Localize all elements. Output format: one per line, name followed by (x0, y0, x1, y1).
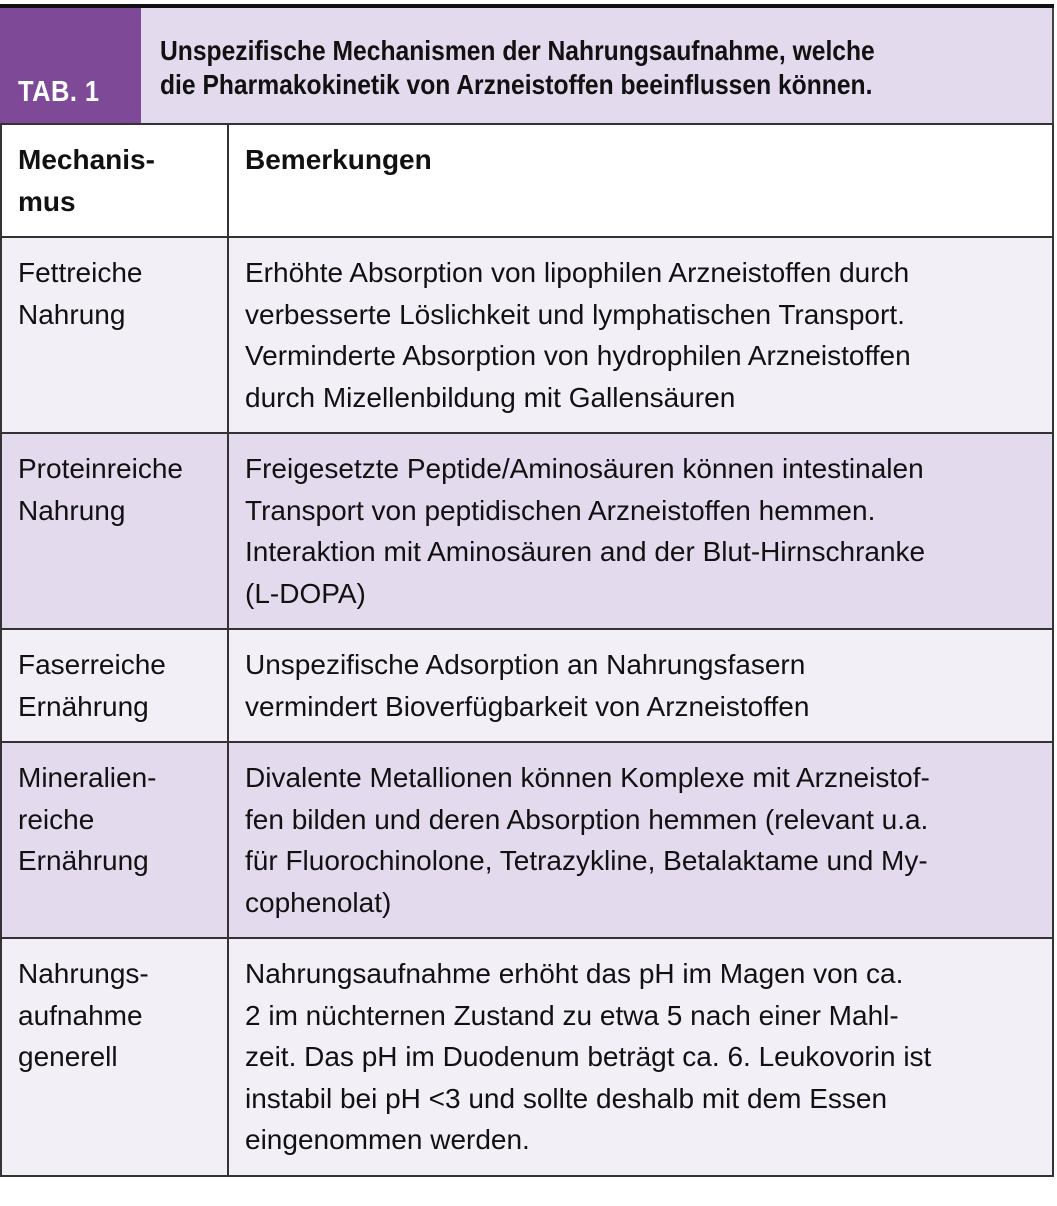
column-header-remarks-text: Bemerkungen (245, 144, 432, 175)
remarks-cell (228, 237, 1053, 433)
mechanism-cell (1, 433, 228, 629)
mechanism-text: Faserreiche Ernährung (18, 649, 166, 722)
mechanism-cell (1, 629, 228, 742)
remarks-text: Erhöhte Absorption von lipophilen Arzneistoffen durch verbesserte Löslichkeit und lymphatischen Transport. Verminderte Absorption von hydrophilen Arzneistoffen durch Mizellenbildung mit Gallensäuren (245, 257, 911, 413)
table-row (1, 742, 1053, 938)
column-header-mechanism-text: Mechanis- mus (18, 144, 155, 217)
table-row (1, 433, 1053, 629)
remarks-text: Divalente Metallionen können Komplexe mit Arzneistof- fen bilden und deren Absorption hemmen (relevant u.a. für Fluorochinolone, Tetrazykline, Betalaktame und My- cophenolat) (245, 762, 930, 918)
table-header-band (0, 8, 1054, 123)
table-header-row (1, 124, 1053, 237)
remarks-text: Nahrungsaufnahme erhöht das pH im Magen von ca. 2 im nüchternen Zustand zu etwa 5 nach einer Mahl- zeit. Das pH im Duodenum beträgt ca. 6. Leukovorin ist instabil bei pH <3 und sollte deshalb mit dem Essen eingenommen werden. (245, 958, 932, 1155)
mechanism-text: Fettreiche Nahrung (18, 257, 143, 330)
table-label: TAB. 1 (18, 76, 100, 108)
remarks-cell (228, 742, 1053, 938)
table-label-box (0, 8, 141, 123)
remarks-cell (228, 433, 1053, 629)
remarks-text: Freigesetzte Peptide/Aminosäuren können intestinalen Transport von peptidischen Arzneistoffen hemmen. Interaktion mit Aminosäuren and der Blut-Hirnschranke (L-DOPA) (245, 453, 926, 609)
mechanisms-table (0, 123, 1054, 1177)
mechanism-text: Nahrungs- aufnahme generell (18, 958, 149, 1072)
table-row (1, 237, 1053, 433)
table-row (1, 629, 1053, 742)
mechanism-cell (1, 938, 228, 1176)
mechanism-cell (1, 237, 228, 433)
mechanism-cell (1, 742, 228, 938)
table-row (1, 938, 1053, 1176)
remarks-text: Unspezifische Adsorption an Nahrungsfasern vermindert Bioverfügbarkeit von Arzneistoffen (245, 649, 810, 722)
column-header-mechanism (1, 124, 228, 237)
remarks-cell (228, 629, 1053, 742)
remarks-cell (228, 938, 1053, 1176)
mechanism-text: Mineralien- reiche Ernährung (18, 762, 157, 876)
table-title: Unspezifische Mechanismen der Nahrungsaufnahme, welche die Pharmakokinetik von Arzneistoffen beeinflussen können. (160, 35, 875, 100)
column-header-remarks (228, 124, 1053, 237)
mechanism-text: Proteinreiche Nahrung (18, 453, 183, 526)
